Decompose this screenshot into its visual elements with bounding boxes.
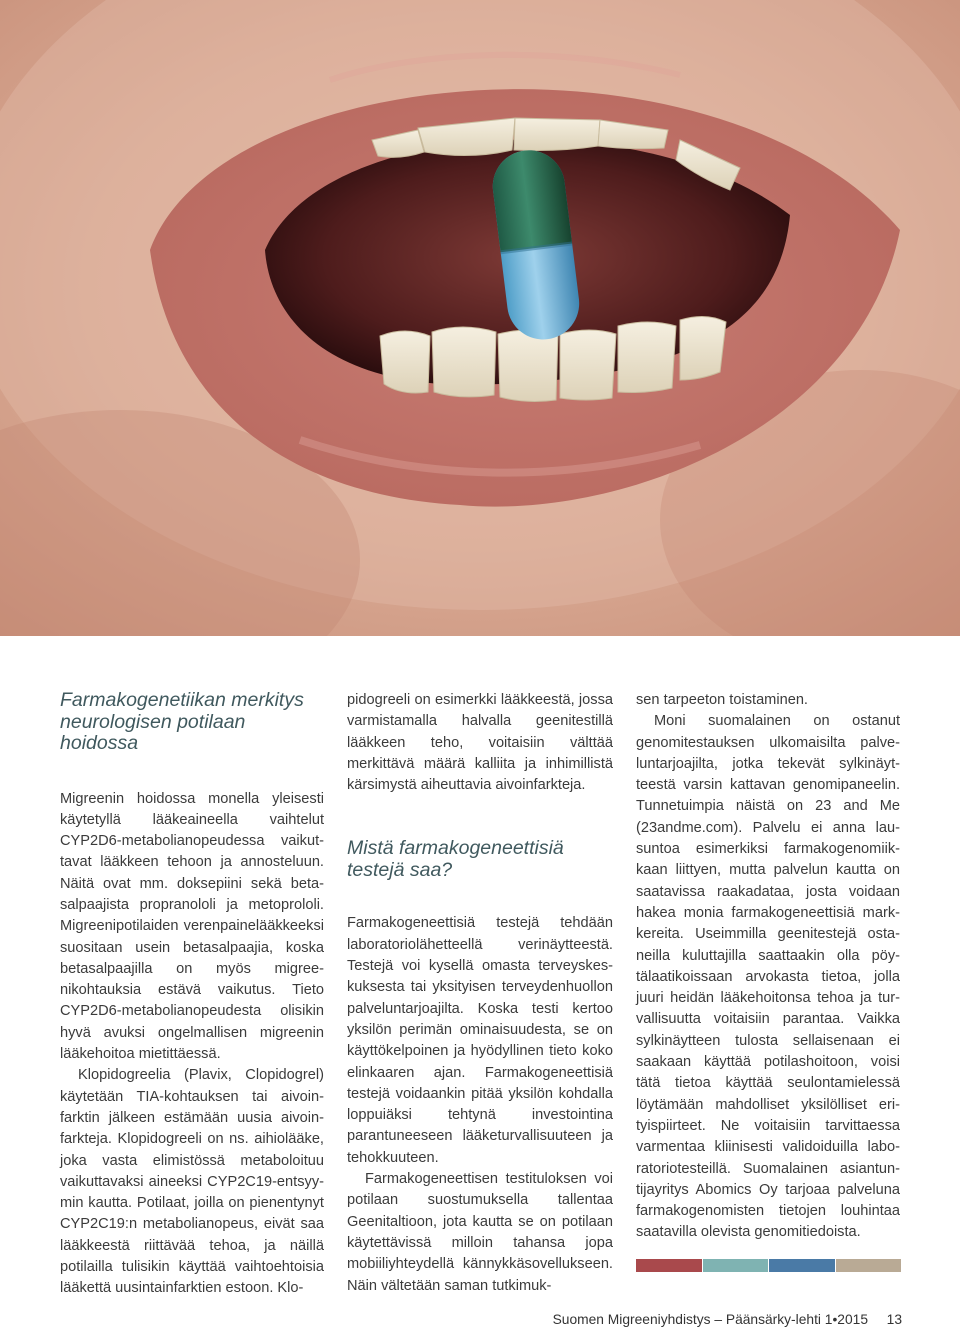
decorative-color-bars bbox=[636, 1259, 901, 1272]
article-column-1 bbox=[60, 690, 324, 1300]
paragraph: Klopidogreelia (Plavix, Clopidogrel) käytetään TIA-kohtauksen tai aivoinfarktin jälkeen estämään uusia aivoinfarkteja. Klopidogreeli on ns. aihiolääke, joka vasta elimistössä metaboloituu vaikuttavaksi aineeksi CYP2C19-entsyymin kautta. Potilaat, joilla on pienentynyt CYP2C19:n metabolianopeus, eivät saa lääkkeestä riittävää tehoa, ja näillä potilailla tulisikin käyttää vaihtoehtoisia lääkettä uusintainfarktien estoon. Klo- bbox=[60, 1067, 324, 1297]
article-column-3 bbox=[636, 690, 900, 1244]
color-bar bbox=[836, 1259, 902, 1272]
paragraph: Migreenin hoidossa monella yleisesti käytetyllä lääkeaineella vaihtelut CYP2D6-metabolianopeudessa vaikuttavat lääkkeen tehoon ja annosteluun. Näitä ovat mm. doksepiini sekä betasalpaajista propranololi ja metoprololi. Migreenipotilaiden verenpainelääkkeeksi suositaan usein betasalpaajia, koska betasalpaajilla on myös migreenikohtauksia estävä vaikutus. Tieto CYP2D6-metabolianopeudesta olisikin hyvä avuksi ongelmallisen migreenin lääkehoitoa mietittäessä. bbox=[60, 790, 324, 1063]
page-number: 13 bbox=[886, 1312, 902, 1327]
article-heading: Farmakogenetiikan merkitys neurologisen potilaan hoidossa bbox=[60, 689, 304, 754]
hero-photo bbox=[0, 0, 960, 636]
paragraph: Farmakogeneettisiä testejä tehdään laboratoriolähetteellä verinäytteestä. Testejä voi kysellä omasta terveyskeskuksesta tai yksityisen terveydenhuollon palveluntarjoajilta. Koska testi kertoo yksilön perimän ominaisuudesta, se on käyttökelpoinen ja hyödyllinen tieto koko elinkaaren ajan. Farmakogeneettisiä testejä voidaankin pitää yksilön kohdalla loppuiäksi tehtynä investointina parantuneeseen lääketurvallisuuteen ja tehokkuuteen. bbox=[347, 915, 613, 1166]
color-bar bbox=[769, 1259, 835, 1272]
color-bar bbox=[703, 1259, 769, 1272]
section-subheading: Mistä farmakogeneettisiä testejä saa? bbox=[347, 837, 564, 881]
paragraph: pidogreeli on esimerkki lääkkeestä, jossa varmistamalla halvalla geenitestillä lääkkeen teho, voitaisiin välttää merkittävä määrä kalliita ja inhimillistä kärsimystä aiheuttavia aivoinfarkteja. bbox=[347, 692, 613, 794]
article-column-2 bbox=[347, 690, 613, 1297]
paragraph: Farmakogeneettisen testitulоksen voi potilaan suostumuksella tallentaa Geenitaltioon, jota kautta se on potilaan käytettävissä milloin tahansa jopa mobiiliyhteydellä kännykkäsovellukseen. Näin vältetään saman tutkimuk- bbox=[347, 1171, 613, 1294]
paragraph: Moni suomalainen on ostanut genomitestauksen ulkomaisilta palveluntarjoajilta, jotka tekevät sylkinäytteestä varsin kattavan genomipaneelin. Tunnetuimpia näistä on 23 and Me (23andme.com). Palvelu ei anna lausuntoa esimerkiksi farmakogenomiikkaan liittyen, mutta palvelun kautta on saatavissa raakadataa, josta voidaan hakea monia farmakogeneettisiä markkereita. Useimmilla geenitestejä ostaneilla kuluttajilla saattaakin olla pöytälaatikoissaan arvokasta tietoa, jolla juuri heidän lääkehoitonsa tehoa ja turvallisuutta voitaisiin parantaa. Vaikka sylkinäytteen tulosta sellaisenaan ei saakaan käyttää potilashoitoon, voisi tätä tietoa käyttää seulontamielessä löytämään mahdolliset yksilölliset erityispiirteet. Ne voitaisiin tarvittaessa varmentaa kliinisesti validoiduilla laboratoriotesteillä. Suomalainen asiantuntijayritys Abomics Oy tarjoaa palveluna farmakogenomisten tietojen louhintaa saatavilla olevista genomitiedoista. bbox=[636, 713, 900, 1241]
color-bar bbox=[636, 1259, 702, 1272]
mouth-capsule-illustration bbox=[0, 0, 960, 636]
publication-name: Suomen Migreeniyhdistys – Päänsärky-lehti 1•2015 bbox=[552, 1312, 868, 1327]
paragraph: sen tarpeeton toistaminen. bbox=[636, 692, 808, 708]
